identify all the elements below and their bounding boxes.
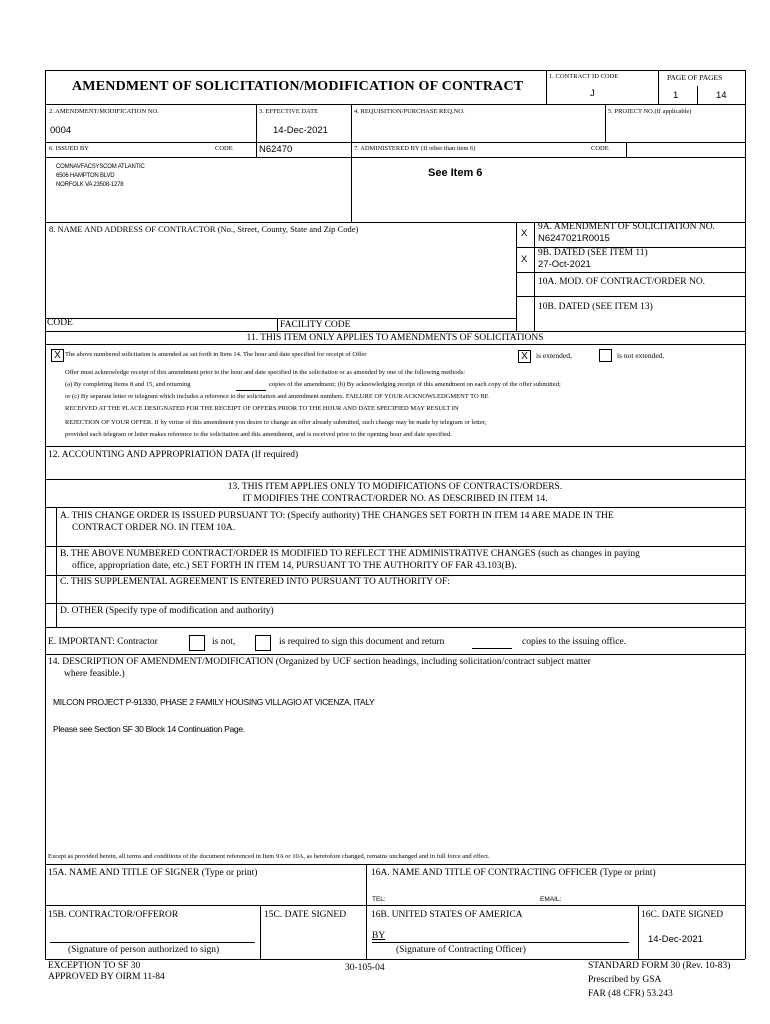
requisition-label: 4. REQUISITION/PURCHASE REQ.NO.: [354, 108, 465, 115]
item-11-heading: 11. THIS ITEM ONLY APPLIES TO AMENDMENTS OF SOLICITATIONS: [246, 333, 544, 343]
item-11-text: The above numbered solicitation is amended as set forth in Item 14. The hour and date specified for receipt of Offer: [65, 351, 367, 358]
footer-approved: APPROVED BY OIRM 11-84: [48, 972, 165, 982]
contracting-officer-signature-line[interactable]: [372, 942, 629, 943]
administered-value: See Item 6: [428, 167, 483, 179]
item-13b-line1: B. THE ABOVE NUMBERED CONTRACT/ORDER IS MODIFIED TO REFLECT THE ADMINISTRATIVE CHANGES (such as changes in paying: [60, 549, 640, 559]
left-border: [45, 70, 46, 959]
solicitation-date: 27-Oct-2021: [538, 259, 591, 270]
item-15a-label: 15A. NAME AND TITLE OF SIGNER (Type or print): [48, 868, 258, 878]
important-label: E. IMPORTANT: Contractor: [48, 637, 158, 647]
copies-label: copies to the issuing office.: [522, 637, 627, 647]
item-15b-label: 15B. CONTRACTOR/OFFEROR: [48, 910, 179, 920]
item-14-label: 14. DESCRIPTION OF AMENDMENT/MODIFICATION (Organized by UCF section headings, including solicitation/contract subject matter: [48, 657, 591, 667]
item-13a-line1: A. THIS CHANGE ORDER IS ISSUED PURSUANT TO: (Specify authority) THE CHANGES SET FORTH IN ITEM 14 ARE MADE IN THE: [60, 511, 614, 521]
issued-code-label: CODE: [215, 145, 233, 152]
footer-prescribed: Prescribed by GSA: [588, 975, 662, 985]
footer-form-code: 30-105-04: [345, 963, 385, 973]
contractor-code-label: CODE: [47, 318, 73, 328]
solicitation-amended-checkbox[interactable]: X: [51, 349, 64, 362]
is-not-extended-checkbox[interactable]: [599, 349, 612, 362]
contractor-label: 8. NAME AND ADDRESS OF CONTRACTOR (No., Street, County, State and Zip Code): [49, 224, 359, 234]
email-label: EMAIL:: [540, 896, 562, 903]
item-13-heading1: 13. THIS ITEM APPLIES ONLY TO MODIFICATIONS OF CONTRACTS/ORDERS.: [227, 482, 563, 492]
item-13a-line2: CONTRACT ORDER NO. IN ITEM 10A.: [72, 523, 236, 533]
item-11-p2a: (a) By completing Items 8 and 15, and returning: [65, 381, 191, 388]
description-line1: MILCON PROJECT P-91330, PHASE 2 FAMILY HOUSING VILLAGIO AT VICENZA, ITALY: [53, 697, 375, 707]
project-no-label: 5. PROJECT NO.(If applicable): [608, 108, 692, 115]
footer-far: FAR (48 CFR) 53.243: [588, 989, 673, 999]
item-13b-line2: office, appropriation date, etc.) SET FORTH IN ITEM 14, PURSUANT TO THE AUTHORITY OF FAR 43.103(B).: [72, 561, 517, 571]
signed-date: 14-Dec-2021: [648, 934, 703, 945]
copies-blank[interactable]: [236, 390, 266, 391]
footer-exception: EXCEPTION TO SF 30: [48, 961, 141, 971]
item-9a-label: 9A. AMENDMENT OF SOLICITATION NO.: [538, 222, 715, 232]
item-11-p5: REJECTION OF YOUR OFFER. If by virtue of this amendment you desire to change an offer already submitted, such change may be made by telegram or letter,: [65, 419, 487, 426]
issuer-address-line1: COMNAVFACSYSCOM ATLANTIC: [56, 164, 145, 170]
item-11-p6: provided each telegram or letter makes reference to the solicitation and this amendment, and is received prior to the opening hour and date specified.: [65, 431, 452, 438]
solicitation-number: N6247021R0015: [538, 233, 610, 244]
contract-id-code-label: 1. CONTRACT ID CODE: [549, 73, 619, 80]
item-15c-label: 15C. DATE SIGNED: [264, 910, 347, 920]
footer-standard-form: STANDARD FORM 30 (Rev. 10-83): [588, 961, 731, 971]
issuer-address-line2: 6506 HAMPTON BLVD: [56, 173, 115, 179]
item-9a-mark: X: [521, 228, 528, 239]
right-border: [745, 70, 746, 959]
is-not-extended-label: is not extended.: [617, 351, 665, 360]
is-extended-label: is extended,: [536, 351, 572, 360]
tel-label: TEL:: [372, 896, 386, 903]
item-12-label: 12. ACCOUNTING AND APPROPRIATION DATA (If required): [48, 450, 299, 460]
item-13-heading2: IT MODIFIES THE CONTRACT/ORDER NO. AS DESCRIBED IN ITEM 14.: [242, 494, 548, 504]
item-9b-label: 9B. DATED (SEE ITEM 11): [538, 248, 648, 258]
item-16c-label: 16C. DATE SIGNED: [641, 910, 724, 920]
item-14-label-cont: where feasible.): [64, 669, 125, 679]
form-title: AMENDMENT OF SOLICITATION/MODIFICATION OF CONTRACT: [72, 79, 524, 94]
top-border: [45, 70, 745, 71]
item-11-p4: RECEIVED AT THE PLACE DESIGNATED FOR THE RECEIPT OF OFFERS PRIOR TO THE HOUR AND DATE SPECIFIED MAY RESULT IN: [65, 405, 459, 412]
page-of-pages-label: PAGE OF PAGES: [667, 73, 723, 82]
administered-code-label: CODE: [591, 145, 609, 152]
contractor-signature-line[interactable]: [50, 942, 255, 943]
issued-code: N62470: [259, 144, 293, 155]
item-16b-label: 16B. UNITED STATES OF AMERICA: [371, 910, 523, 920]
signature-15b-caption: (Signature of person authorized to sign): [68, 945, 220, 955]
item-9b-mark: X: [521, 254, 528, 265]
amendment-no-label: 2. AMENDMENT/MODIFICATION NO.: [49, 108, 159, 115]
item-11-p3: or (c) By separate letter or telegram which includes a reference to the solicitation and amendment numbers. FAILURE OF YOUR ACKNOWLEDGMENT TO BE: [65, 393, 489, 400]
item-10a-label: 10A. MOD. OF CONTRACT/ORDER NO.: [538, 277, 706, 287]
issuer-address-line3: NORFOLK VA 23508-1278: [56, 182, 124, 188]
item-10b-label: 10B. DATED (SEE ITEM 13): [538, 302, 653, 312]
item-13c-label: C. THIS SUPPLEMENTAL AGREEMENT IS ENTERED INTO PURSUANT TO AUTHORITY OF:: [60, 577, 450, 587]
contractor-is-not-checkbox[interactable]: [189, 635, 205, 651]
page-number: 1: [673, 90, 679, 101]
contract-id-code: J: [590, 88, 595, 99]
amendment-no: 0004: [50, 125, 72, 136]
effective-date-label: 3. EFFECTIVE DATE: [259, 108, 319, 115]
facility-code-label: FACILITY CODE: [280, 320, 351, 330]
item-11-p1: Offer must acknowledge receipt of this amendment prior to the hour and date specified in the solicitation or as amended by one of the following methods:: [65, 369, 466, 376]
signature-16b-caption: (Signature of Contracting Officer): [396, 945, 526, 955]
is-not-label: is not,: [212, 637, 236, 647]
total-pages: 14: [716, 90, 727, 101]
terms-note: Except as provided herein, all terms and conditions of the document referenced in Item 9A or 10A, as heretofore changed, remains unchanged and in full force and effect.: [48, 853, 490, 860]
return-copies-blank[interactable]: [472, 648, 512, 649]
effective-date: 14-Dec-2021: [273, 125, 328, 136]
item-11-p2b: copies of the amendment; (b) By acknowledging receipt of this amendment on each copy of the offer submitted;: [269, 381, 561, 388]
description-line2: Please see Section SF 30 Block 14 Continuation Page.: [53, 724, 245, 734]
administered-by-label: 7. ADMINISTERED BY (If other than item 6): [354, 145, 476, 152]
is-required-label: is required to sign this document and return: [279, 637, 445, 647]
is-extended-checkbox[interactable]: X: [518, 350, 531, 363]
by-label: BY: [372, 931, 386, 941]
item-16a-label: 16A. NAME AND TITLE OF CONTRACTING OFFICER (Type or print): [371, 868, 656, 878]
issued-by-label: 6. ISSUED BY: [49, 145, 89, 152]
item-13d-label: D. OTHER (Specify type of modification and authority): [60, 606, 274, 616]
contractor-is-required-checkbox[interactable]: [255, 635, 271, 651]
